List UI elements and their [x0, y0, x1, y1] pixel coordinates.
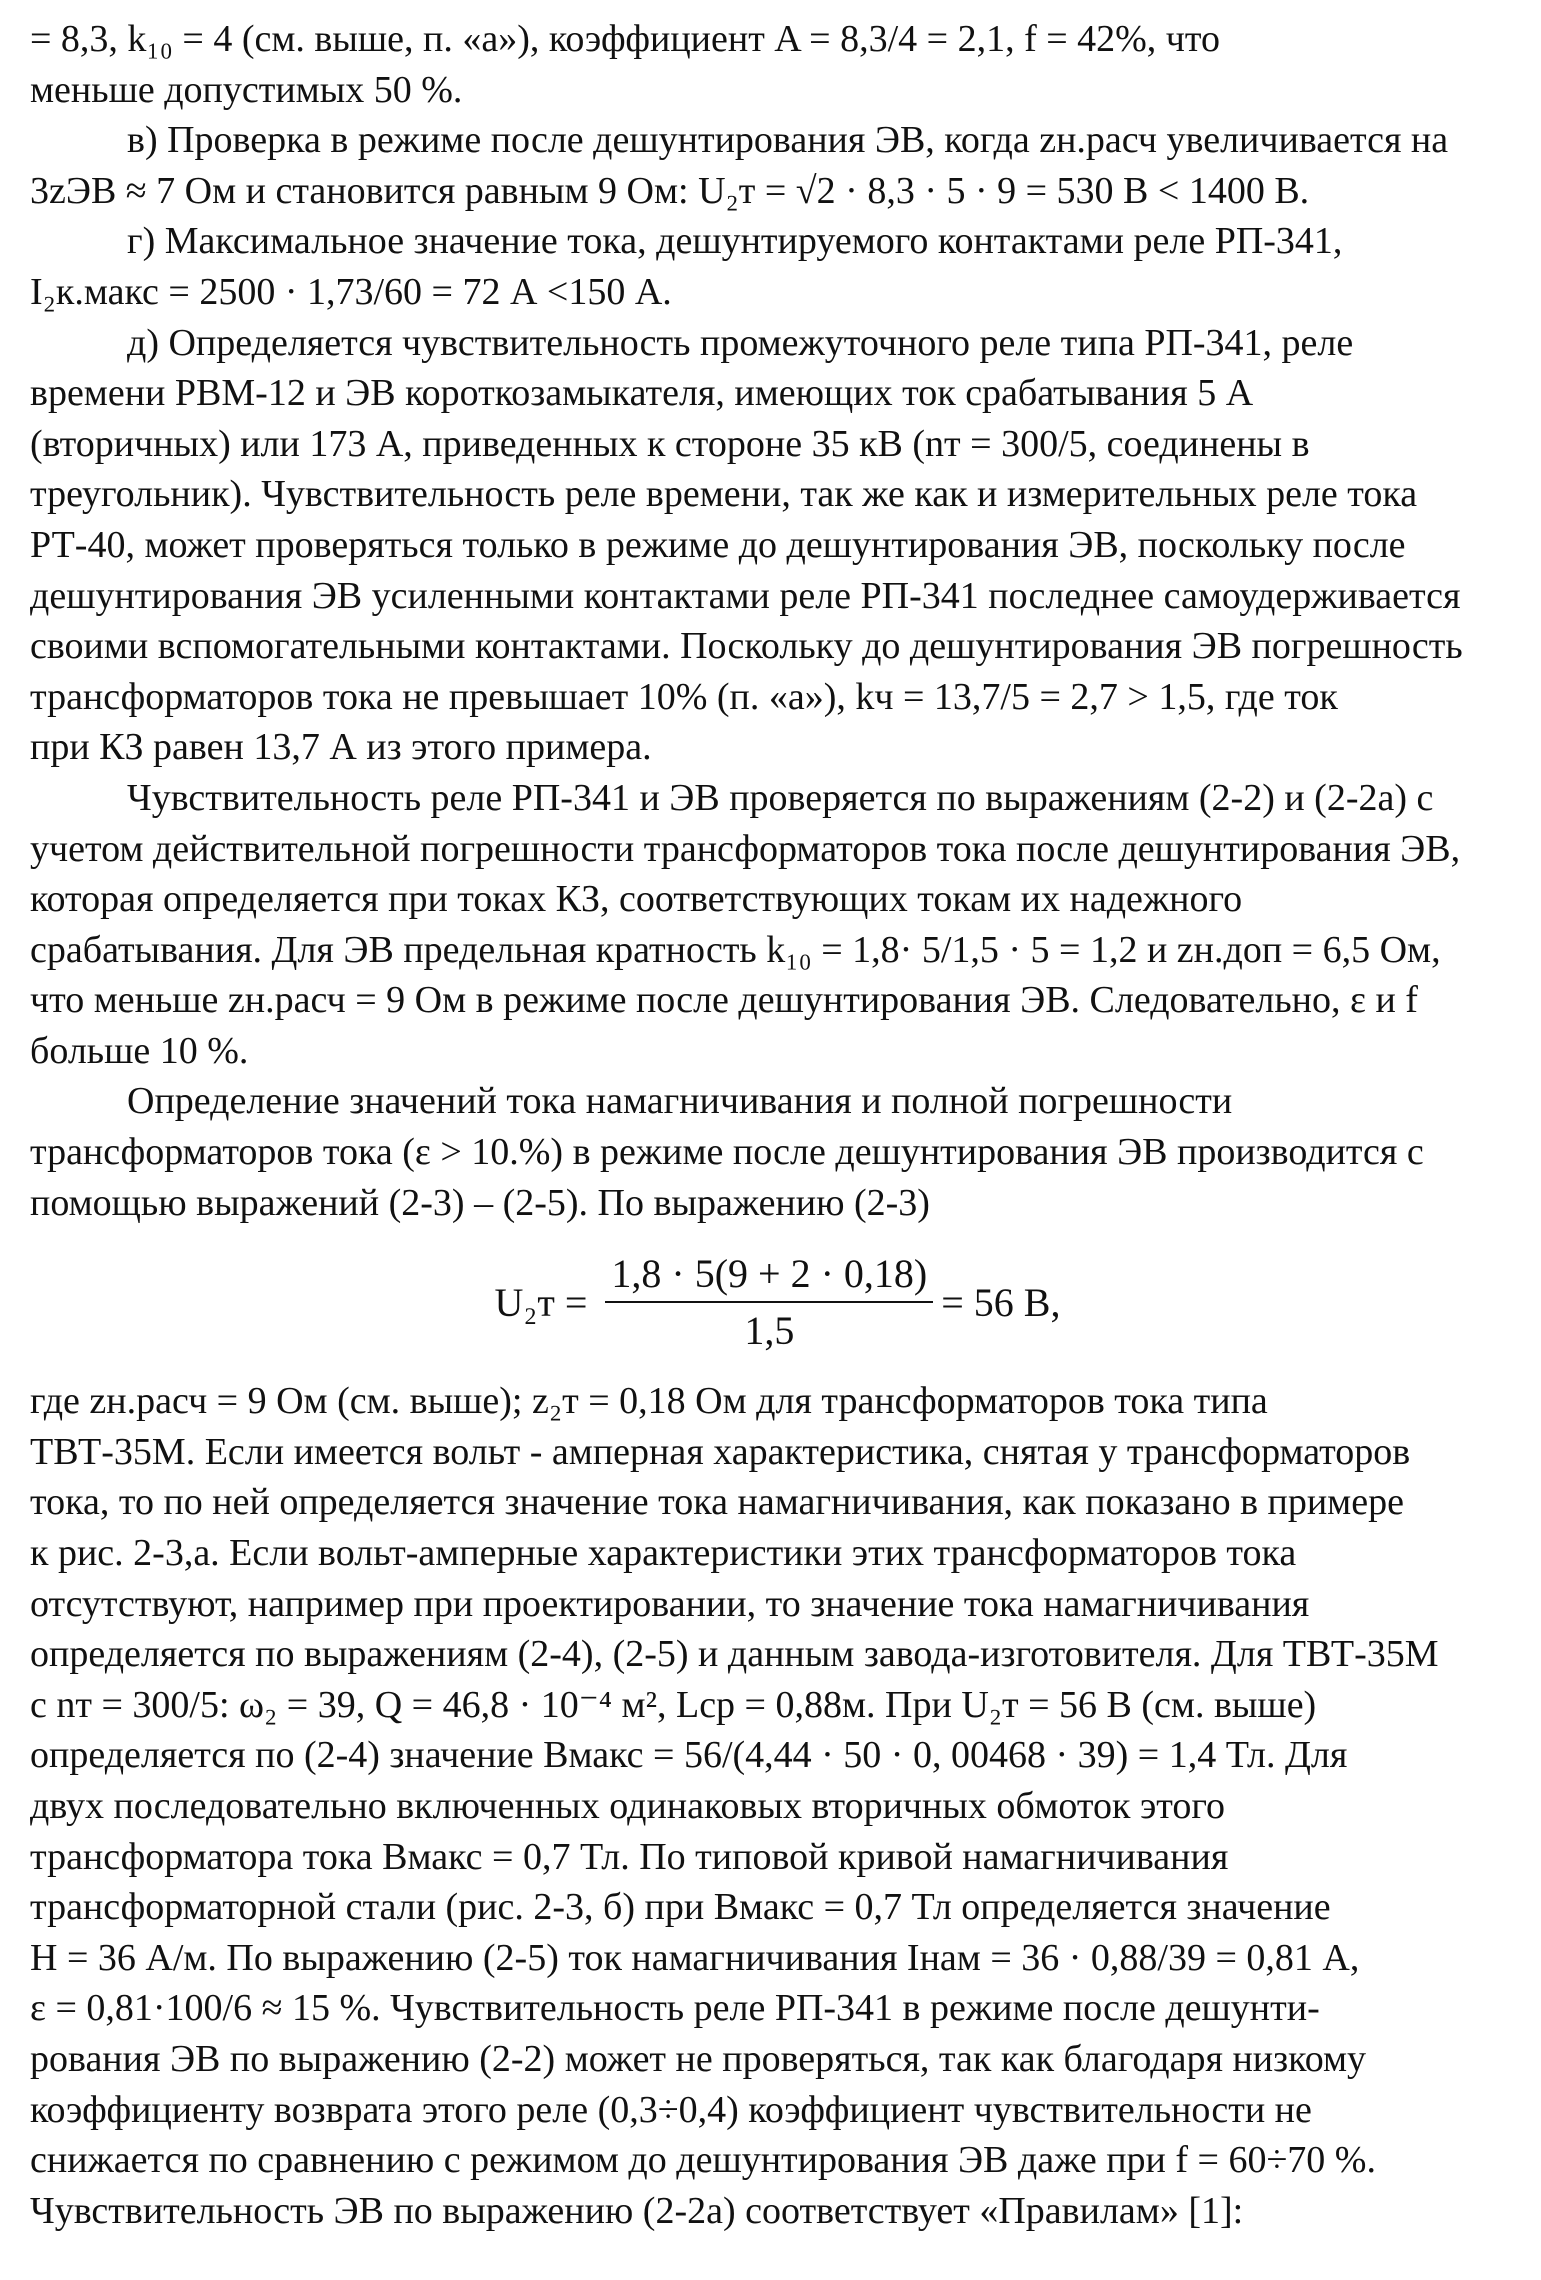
text-line: Чувствительность ЭВ по выражению (2-2а) соответствует «Правилам» [1]:: [30, 2189, 1244, 2232]
text-line: в) Проверка в режиме после дешунтирования ЭВ, когда zн.расч увеличивается на: [127, 119, 1449, 162]
text-line: = 8,3, k₁₀ = 4 (см. выше, п. «а»), коэффициент A = 8,3/4 = 2,1, f = 42%, что: [30, 18, 1221, 60]
paragraph-item-d: [30, 318, 1525, 773]
text-line: коэффициенту возврата этого реле (0,3÷0,4) коэффициент чувствительности не: [30, 2088, 1312, 2131]
text-line: снижается по сравнению с режимом до дешунтирования ЭВ даже при f = 60÷70 %.: [30, 2139, 1376, 2182]
text-line: меньше допустимых 50 %.: [30, 68, 463, 111]
text-line: тока, то по ней определяется значение тока намагничивания, как показано в примере: [30, 1481, 1404, 1524]
text-line: дешунтирования ЭВ усиленными контактами реле РП-341 последнее самоудерживается: [30, 574, 1461, 617]
text-line: H = 36 А/м. По выражению (2-5) ток намагничивания Iнам = 36 · 0,88/39 = 0,81 А,: [30, 1936, 1360, 1979]
text-line: ТВТ-35М. Если имеется вольт - амперная характеристика, снятая у трансформаторов: [30, 1430, 1411, 1473]
text-line: помощью выражений (2-3) – (2-5). По выражению (2-3): [30, 1181, 930, 1224]
text-line: больше 10 %.: [30, 1029, 249, 1072]
text-line: д) Определяется чувствительность промежуточного реле типа РП-341, реле: [127, 321, 1354, 364]
paragraph-magnetizing-current: [30, 1076, 1525, 1228]
formula-fraction: [605, 1250, 933, 1354]
text-line: учетом действительной погрешности трансформаторов тока после дешунтирования ЭВ,: [30, 827, 1461, 870]
formula-rhs: = 56 В,: [941, 1279, 1061, 1325]
text-line: РТ-40, может проверяться только в режиме до дешунтирования ЭВ, поскольку после: [30, 523, 1406, 566]
paragraph-sensitivity: [30, 773, 1525, 1077]
text-line: г) Максимальное значение тока, дешунтируемого контактами реле РП-341,: [127, 220, 1343, 263]
formula-denominator: 1,5: [744, 1308, 795, 1354]
text-line: где zн.расч = 9 Ом (см. выше); z₂т = 0,18 Ом для трансформаторов тока типа: [30, 1380, 1268, 1423]
text-line: которая определяется при токах КЗ, соответствующих токам их надежного: [30, 878, 1243, 921]
text-line: своими вспомогательными контактами. Поскольку до дешунтирования ЭВ погрешность: [30, 625, 1463, 668]
text-line: времени РВМ-12 и ЭВ короткозамыкателя, имеющих ток срабатывания 5 А: [30, 372, 1254, 415]
text-line: рования ЭВ по выражению (2-2) может не проверяться, так как благодаря низкому: [30, 2037, 1367, 2080]
text-line: трансформаторов тока (ε > 10.%) в режиме после дешунтирования ЭВ производится с: [30, 1131, 1424, 1174]
text-line: трансформаторов тока не превышает 10% (п. «а»), kч = 13,7/5 = 2,7 > 1,5, где ток: [30, 675, 1338, 718]
text-line: к рис. 2-3,а. Если вольт-амперные характеристики этих трансформаторов тока: [30, 1532, 1297, 1575]
formula-u2t: [30, 1228, 1525, 1376]
document-page: [30, 14, 1525, 2269]
text-line: срабатывания. Для ЭВ предельная кратность k₁₀ = 1,8· 5/1,5 · 5 = 1,2 и zн.доп = 6,5 Ом,: [30, 928, 1441, 971]
text-line: треугольник). Чувствительность реле времени, так же как и измерительных реле тока: [30, 473, 1418, 516]
text-line: Определение значений тока намагничивания и полной погрешности: [127, 1080, 1233, 1123]
text-line: при КЗ равен 13,7 А из этого примера.: [30, 726, 652, 769]
text-line: трансформаторной стали (рис. 2-3, б) при Bмакс = 0,7 Тл определяется значение: [30, 1886, 1331, 1929]
paragraph-item-g: [30, 216, 1525, 317]
text-line: с nт = 300/5: ω₂ = 39, Q = 46,8 · 10⁻⁴ м², Lср = 0,88м. При U₂т = 56 В (см. выше): [30, 1683, 1317, 1726]
text-line: 3zЭВ ≈ 7 Ом и становится равным 9 Ом: U₂т = √2 · 8,3 · 5 · 9 = 530 В < 1400 В.: [30, 169, 1310, 212]
formula-numerator: 1,8 · 5(9 + 2 · 0,18): [605, 1250, 933, 1303]
text-line: ε = 0,81·100/6 ≈ 15 %. Чувствительность реле РП-341 в режиме после дешунти-: [30, 1987, 1320, 2030]
text-line: определяется по (2-4) значение Bмакс = 56/(4,44 · 50 · 0, 00468 · 39) = 1,4 Тл. Для: [30, 1734, 1348, 1777]
text-line: (вторичных) или 173 А, приведенных к стороне 35 кВ (nт = 300/5, соединены в: [30, 422, 1310, 465]
text-line: что меньше zн.расч = 9 Ом в режиме после дешунтирования ЭВ. Следовательно, ε и f: [30, 979, 1418, 1022]
formula-lhs: U₂т =: [494, 1279, 588, 1325]
paragraph-item-v: [30, 115, 1525, 216]
paragraph-continuation: [30, 14, 1525, 115]
paragraph-calculation: [30, 1376, 1525, 2236]
text-line: I₂к.макс = 2500 · 1,73/60 = 72 А <150 А.: [30, 270, 672, 313]
text-line: отсутствуют, например при проектировании, то значение тока намагничивания: [30, 1582, 1310, 1625]
text-line: Чувствительность реле РП-341 и ЭВ проверяется по выражениям (2-2) и (2-2а) с: [127, 776, 1434, 819]
text-line: двух последовательно включенных одинаковых вторичных обмоток этого: [30, 1785, 1226, 1827]
text-line: определяется по выражениям (2-4), (2-5) и данным завода-изготовителя. Для ТВТ-35М: [30, 1633, 1439, 1676]
text-line: трансформатора тока Bмакс = 0,7 Тл. По типовой кривой намагничивания: [30, 1835, 1229, 1878]
